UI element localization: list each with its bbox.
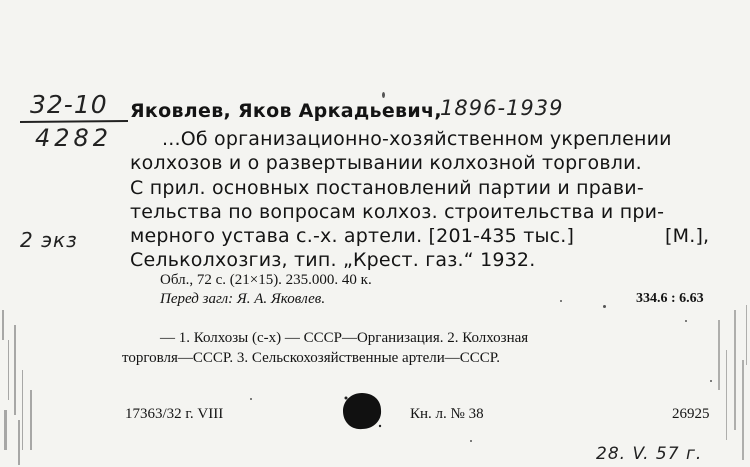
- publisher-line: Сельколхозгиз, тип. „Крест. газ.“ 1932.: [130, 249, 536, 271]
- ink-blot: [340, 390, 384, 432]
- author-dates-handwritten: 1896-1939: [440, 96, 564, 120]
- shelfmark-handwritten: 32-10: [30, 90, 108, 119]
- title-line-4: тельства по вопросам колхоз. строительства и при-: [130, 201, 665, 223]
- title-line-1: ...Об организационно-хозяйственном укреплении: [162, 128, 672, 150]
- subject-headings-line-2: торговля—СССР. 3. Сельскохозяйственные артели—СССР.: [122, 350, 500, 366]
- bottom-date-handwritten: 28. V. 57 г.: [596, 444, 703, 464]
- before-title-note: Перед загл: Я. А. Яковлев.: [160, 291, 326, 307]
- title-line-2: колхозов и о развертывании колхозной торговли.: [130, 152, 642, 174]
- left-edge-grain: [0, 300, 40, 467]
- classification: 334.6 : 6.63: [636, 291, 704, 306]
- title-line-3: С прил. основных постановлений партии и прави-: [130, 177, 644, 199]
- footer-book-chamber-number: Кн. л. № 38: [410, 406, 484, 422]
- place: [М.],: [665, 225, 710, 247]
- footer-order-number: 26925: [672, 406, 710, 422]
- right-edge-grain: [712, 300, 750, 467]
- title-line-5: мерного устава с.-х. артели. [201-435 тыс.]: [130, 225, 575, 247]
- author-heading: Яковлев, Яков Аркадьевич,: [130, 100, 442, 122]
- footer-registration: 17363/32 г. VIII: [125, 406, 224, 422]
- inventory-handwritten: 4282: [35, 124, 113, 152]
- physical-description: Обл., 72 с. (21×15). 235.000. 40 к.: [160, 272, 372, 288]
- subject-headings-line-1: — 1. Колхозы (с-х) — СССР—Организация. 2. Колхозная: [160, 330, 529, 346]
- copies-note-handwritten: 2 экз: [20, 228, 78, 252]
